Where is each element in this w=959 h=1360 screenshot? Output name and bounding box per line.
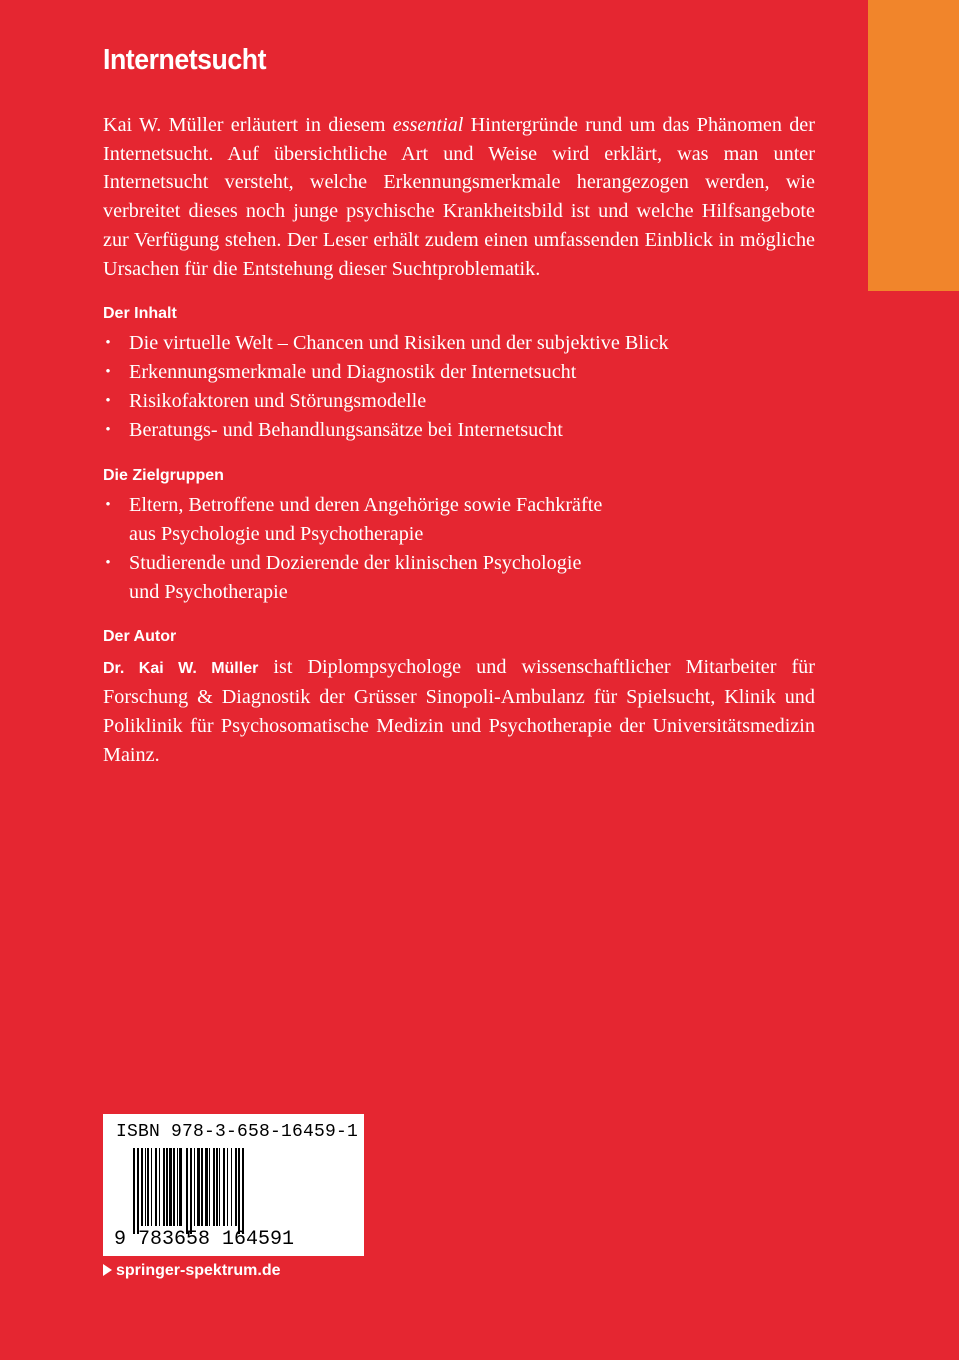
list-item: • Die virtuelle Welt – Chancen und Risiken und der subjektive Blick	[103, 329, 815, 358]
list-item: • Erkennungsmerkmale und Diagnostik der Internetsucht	[103, 358, 815, 387]
isbn-barcode	[103, 1114, 364, 1256]
book-title: Internetsucht	[103, 44, 267, 76]
publisher-url: springer-spektrum.de	[116, 1262, 281, 1279]
bullet-icon: •	[105, 422, 111, 438]
list-item: • Risikofaktoren und Störungsmodelle	[103, 387, 815, 416]
bullet-icon: •	[105, 393, 111, 409]
barcode-digits: 9 783658 164591	[114, 1228, 295, 1251]
intro-text-rest: Hintergründe rund um das Phänomen der Internetsucht. Auf übersichtliche Art und Weise wird erklärt, was man unter Internetsucht versteht, welche Erkennungsmerkmale herangezogen werden, wie verbreitet dieses noch junge psychische Krankheitsbild ist und welche Hilfsangebote zur Verfügung stehen. Der Leser erhält zudem einen umfassenden Einblick in mögliche Ursachen für die Entstehung dieser Suchtproblematik.	[103, 114, 815, 280]
isbn-label: ISBN 978-3-658-16459-1	[116, 1122, 359, 1142]
inhalt-list	[103, 329, 815, 445]
section-heading-autor: Der Autor	[103, 628, 177, 645]
play-arrow-icon	[103, 1264, 112, 1276]
author-paragraph	[103, 653, 815, 770]
intro-paragraph	[103, 111, 815, 283]
intro-italic-word: essential	[392, 114, 464, 136]
orange-corner-tab	[868, 0, 959, 291]
author-bio-text: ist Diplompsychologe und wissenschaftlicher Mitarbeiter für Forschung & Diagnostik der Grüsser Sinopoli-Ambulanz für Spielsucht, Klinik und Poliklinik für Psychosomatische Medizin und Psychotherapie der Universitätsmedizin Mainz.	[103, 656, 815, 766]
zielgruppen-list	[103, 491, 815, 607]
publisher-link[interactable]	[103, 1262, 280, 1280]
list-item: • Beratungs- und Behandlungsansätze bei Internetsucht	[103, 416, 815, 445]
section-heading-inhalt: Der Inhalt	[103, 305, 177, 322]
bullet-icon: •	[105, 555, 111, 571]
bullet-icon: •	[105, 364, 111, 380]
bullet-icon: •	[105, 497, 111, 513]
list-item: • Eltern, Betroffene und deren Angehörige sowie Fachkräfte aus Psychologie und Psychotherapie	[103, 491, 815, 549]
list-item: • Studierende und Dozierende der klinischen Psychologie und Psychotherapie	[103, 549, 815, 607]
intro-text-start: Kai W. Müller erläutert in diesem	[103, 114, 393, 136]
bullet-icon: •	[105, 335, 111, 351]
author-name: Dr. Kai W. Müller	[103, 660, 259, 677]
section-heading-zielgruppen: Die Zielgruppen	[103, 467, 224, 484]
